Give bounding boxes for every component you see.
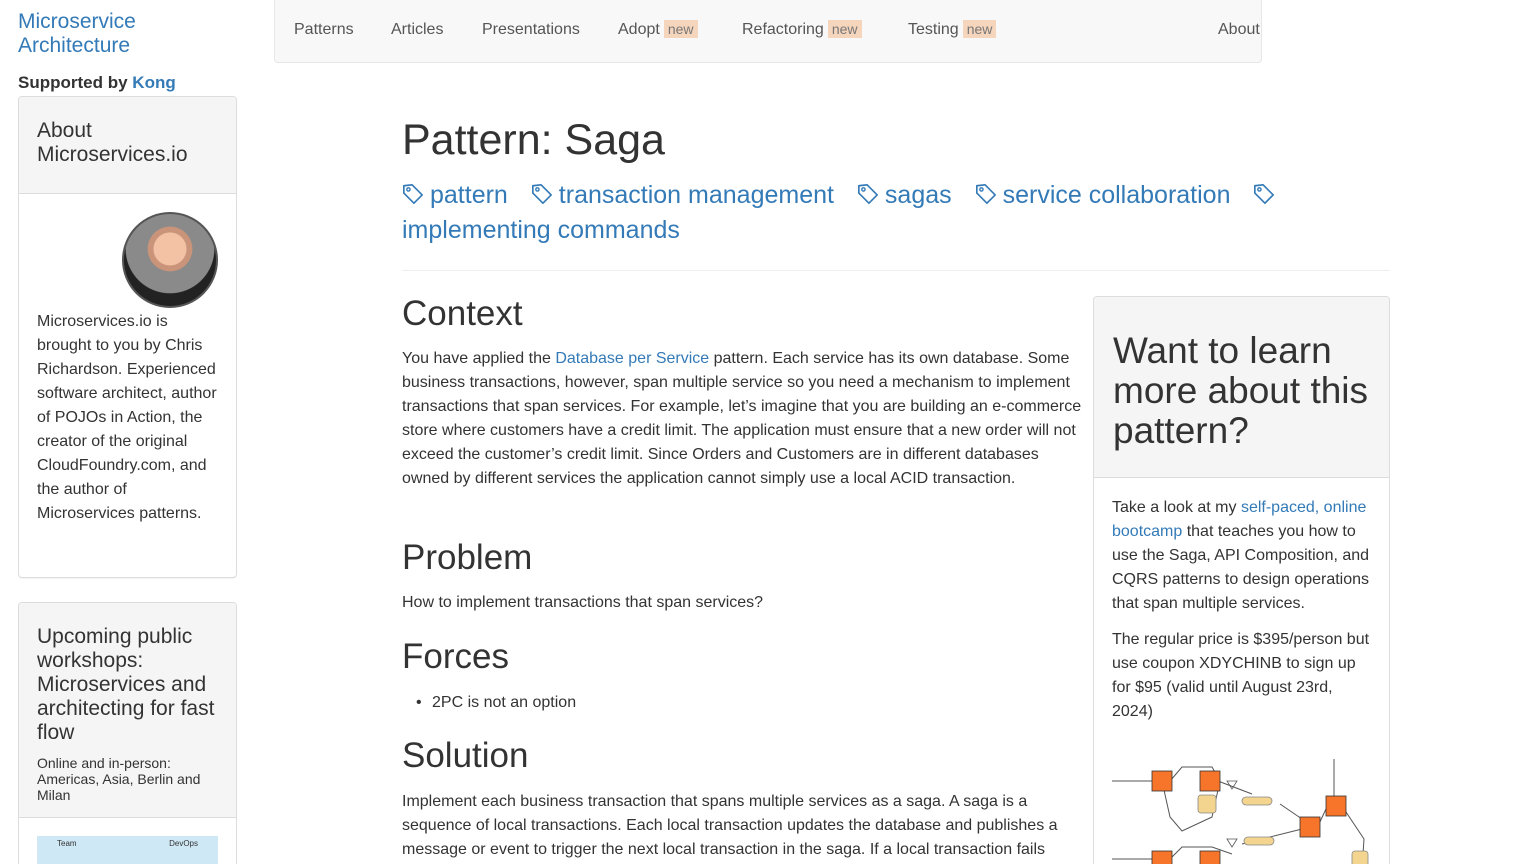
promo-paragraph-2: The regular price is $395/person but use coupon XDYCHINB to sign up for $95 (valid until August 23rd, 2024): [1112, 631, 1370, 720]
forces-item: • 2PC is not an option: [432, 691, 576, 715]
context-text: [402, 347, 1082, 491]
page-title: Pattern: Saga: [402, 116, 665, 164]
nav-patterns[interactable]: [294, 21, 354, 39]
workshop-thumb-right: DevOps: [169, 839, 198, 848]
brand-line1: Microservice: [18, 10, 136, 33]
about-panel-title: About Microservices.io: [19, 97, 236, 194]
problem-text: How to implement transactions that span services?: [402, 594, 764, 611]
solution-text: Implement each business transaction that spans multiple services as a saga. A saga is a sequence of local transactions. Each local transaction updates the database and publishes a message or event to trigger the next local transaction in the saga. If a local transaction fails: [402, 793, 1058, 858]
nav-label: Adopt: [618, 21, 660, 38]
about-text: Microservices.io is brought to you by Chris Richardson. Experienced software architect, author of POJOs in Action, the creator of the original CloudFoundry.com, and the author of Microservices patterns.: [37, 313, 217, 522]
site-brand[interactable]: [18, 10, 218, 58]
new-badge: new: [664, 20, 698, 38]
nav-presentations[interactable]: [482, 21, 580, 39]
workshop-panel[interactable]: [18, 602, 237, 864]
new-badge: new: [963, 20, 997, 38]
supported-prefix: Supported by: [18, 73, 128, 92]
supported-by: [18, 73, 176, 93]
brand-line2: Architecture: [18, 34, 131, 57]
tag-list: [402, 178, 1392, 248]
tag-label: sagas: [884, 181, 952, 209]
nav-refactoring[interactable]: [742, 21, 862, 39]
forces-heading: Forces: [402, 637, 509, 676]
promo-text-post: that teaches you how to use the Saga, API Composition, and CQRS patterns to design operations that span multiple services.: [1112, 523, 1370, 612]
diagram-markers: [1227, 781, 1237, 847]
tag-link[interactable]: [531, 181, 834, 209]
promo-heading: Want to learn more about this pattern?: [1094, 297, 1389, 478]
problem-heading: Problem: [402, 538, 533, 577]
tag-label: transaction management: [558, 181, 834, 209]
tag-icon: [402, 183, 424, 205]
top-navbar: [274, 0, 1262, 63]
workshop-thumbnail[interactable]: [37, 836, 218, 864]
bootcamp-link[interactable]: self-paced, online bootcamp: [1112, 499, 1367, 540]
workshop-subtitle: Online and in-person: Americas, Asia, Berlin and Milan: [37, 755, 201, 803]
divider: [402, 270, 1390, 271]
author-avatar: [122, 212, 218, 308]
nav-articles[interactable]: [391, 21, 443, 39]
nav-label: Patterns: [294, 21, 354, 38]
nav-label: Articles: [391, 21, 444, 38]
saga-diagram-image[interactable]: [1112, 759, 1372, 864]
nav-adopt[interactable]: [618, 21, 698, 39]
promo-paragraph-1: [1112, 496, 1371, 616]
promo-panel: [1093, 296, 1390, 864]
about-panel: [18, 96, 237, 578]
solution-heading: Solution: [402, 736, 529, 775]
database-per-service-link[interactable]: Database per Service: [555, 350, 710, 367]
tag-icon: [1253, 183, 1275, 205]
context-heading: Context: [402, 294, 523, 333]
workshop-thumb-left: Team: [57, 839, 77, 848]
tag-link[interactable]: [975, 181, 1231, 209]
nav-label: Testing: [908, 21, 959, 38]
tag-icon: [531, 183, 553, 205]
nav-about[interactable]: About: [1218, 21, 1260, 38]
tag-label: service collaboration: [1002, 181, 1231, 209]
tag-label: pattern: [430, 181, 508, 209]
workshop-title[interactable]: Upcoming public workshops: Microservices and architecting for fast flow: [37, 625, 215, 744]
context-text-post: pattern. Each service has its own database. Some business transactions, however, span multiple service so you need a mechanism to implement transactions that span services. For example, let’s imagine that you are building an e-commerce store where customers have a credit limit. The application must ensure that a new order will not exceed the customer’s credit limit. Since Orders and Customers are in different databases owned by different services the application cannot simply use a local ACID transaction.: [402, 350, 1082, 487]
context-text-pre: You have applied the: [402, 350, 556, 367]
sponsor-link[interactable]: Kong: [132, 73, 176, 92]
nav-testing[interactable]: [908, 21, 996, 39]
promo-text-pre: Take a look at my: [1112, 499, 1241, 516]
nav-label: Refactoring: [742, 21, 824, 38]
tag-label: implementing commands: [402, 216, 680, 244]
tag-link[interactable]: [857, 181, 952, 209]
new-badge: new: [828, 20, 862, 38]
tag-icon: [857, 183, 879, 205]
tag-icon: [975, 183, 997, 205]
diagram-services: [1152, 771, 1346, 864]
nav-label: Presentations: [482, 21, 580, 38]
tag-link[interactable]: [402, 181, 508, 209]
